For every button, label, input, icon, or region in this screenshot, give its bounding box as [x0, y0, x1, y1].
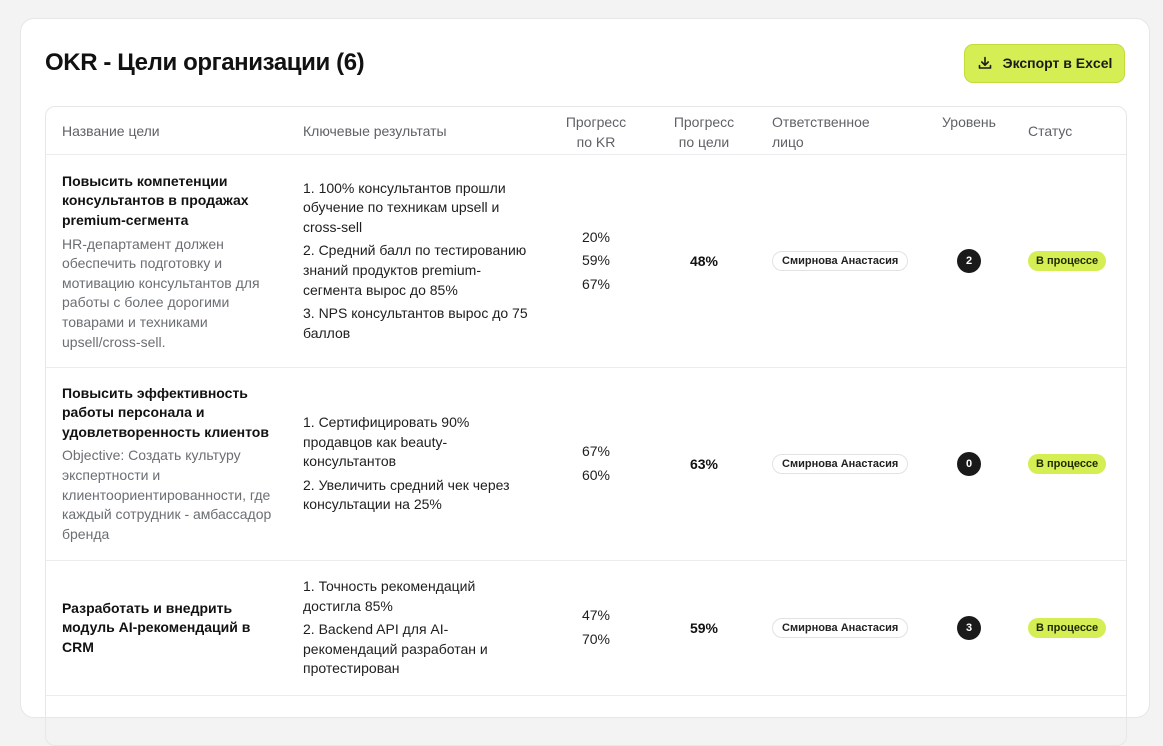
table-row[interactable]	[46, 561, 1126, 696]
level-cell	[931, 561, 1007, 695]
level-badge: 0	[957, 452, 981, 476]
owner-cell	[772, 561, 912, 695]
key-result-item: 2. Backend API для AI-рекомендаций разработан и протестирован	[303, 621, 488, 677]
goal-title: Повысить эффективность работы персонала и удовлетворенность клиентов	[62, 384, 269, 440]
header-owner-line2: лицо	[772, 134, 804, 150]
goal-progress-value: 59%	[689, 620, 719, 636]
goal-title: Разработать и внедрить модуль AI-рекомендаций в CRM	[62, 599, 251, 655]
header-kr-progress[interactable]	[551, 112, 641, 152]
kr-progress-value: 60%	[581, 467, 611, 483]
goal-cell	[62, 155, 282, 367]
owner-pill[interactable]: Смирнова Анастасия	[772, 618, 908, 638]
goal-cell	[62, 368, 282, 560]
kr-progress-cell	[551, 368, 641, 560]
goal-progress-cell	[659, 155, 749, 367]
key-result-item: 1. Точность рекомендаций достигла 85%	[303, 578, 476, 614]
kr-progress-cell	[551, 155, 641, 367]
header-goal-progress[interactable]	[659, 112, 749, 152]
header-goal-progress-line2: по цели	[678, 134, 730, 150]
table-row[interactable]	[46, 155, 1126, 368]
kr-progress-value: 70%	[581, 631, 611, 647]
header-goal[interactable]: Название цели	[62, 123, 160, 139]
header-key-results[interactable]: Ключевые результаты	[303, 123, 447, 139]
kr-progress-value: 67%	[581, 443, 611, 460]
key-result-item: 1. 100% консультантов прошли обучение по техникам upsell и cross-sell	[303, 179, 506, 235]
goal-description: Objective: Создать культуру экспертности и клиентоориентированности, где каждый сотрудник - амбассадор бренда	[62, 447, 272, 542]
header-goal-progress-line1: Прогресс	[673, 114, 735, 130]
header-status[interactable]: Статус	[1028, 123, 1073, 139]
key-result-item: 2. Увеличить средний чек через консультации на 25%	[303, 476, 510, 513]
goal-progress-cell	[659, 368, 749, 560]
key-result-item: 2. Средний балл по тестированию знаний продуктов premium-сегмента вырос до 85%	[303, 242, 527, 298]
kr-progress-value: 20%	[581, 228, 611, 245]
card-header	[45, 43, 1125, 83]
status-badge[interactable]: В процессе	[1028, 618, 1106, 638]
header-owner[interactable]	[772, 112, 912, 152]
kr-progress-value: 47%	[581, 607, 611, 624]
level-cell	[931, 155, 1007, 367]
goal-description: HR-департамент должен обеспечить подготовку и мотивацию консультантов для работы с более дорогими товарами и техниками upsell/cross-sell.	[62, 235, 260, 350]
goal-progress-cell	[659, 561, 749, 695]
kr-progress-value: 67%	[581, 275, 611, 292]
status-badge[interactable]: В процессе	[1028, 454, 1106, 474]
level-cell	[931, 368, 1007, 560]
goal-title: Повысить компетенции консультантов в продажах premium-сегмента	[62, 172, 249, 229]
page-title: OKR - Цели организации (6)	[45, 49, 365, 76]
owner-cell	[772, 368, 912, 560]
export-button-label: Экспорт в Excel	[1002, 55, 1113, 71]
status-cell	[1028, 561, 1118, 695]
owner-pill[interactable]: Смирнова Анастасия	[772, 251, 908, 271]
level-badge: 3	[957, 616, 981, 640]
key-result-item: 3. NPS консультантов вырос до 75 баллов	[303, 305, 528, 341]
goal-cell	[62, 561, 282, 695]
status-badge[interactable]: В процессе	[1028, 251, 1106, 271]
header-owner-line1: Ответственное	[772, 114, 870, 130]
kr-progress-value: 59%	[581, 252, 611, 269]
okr-table	[45, 106, 1127, 746]
owner-pill[interactable]: Смирнова Анастасия	[772, 454, 908, 474]
goal-progress-value: 48%	[689, 253, 719, 269]
header-level[interactable]: Уровень	[942, 114, 996, 130]
key-results-cell	[303, 368, 533, 560]
export-excel-button[interactable]	[964, 44, 1125, 83]
table-row[interactable]	[46, 368, 1126, 561]
level-badge: 2	[957, 249, 981, 273]
download-icon	[977, 55, 993, 71]
key-results-cell	[303, 561, 533, 695]
status-cell	[1028, 368, 1118, 560]
kr-progress-cell	[551, 561, 641, 695]
okr-card	[20, 18, 1150, 718]
status-cell	[1028, 155, 1118, 367]
header-kr-progress-line1: Прогресс	[565, 114, 627, 130]
key-result-item: 1. Сертифицировать 90% продавцов как beauty-консультантов	[303, 414, 470, 470]
key-results-cell	[303, 155, 533, 367]
table-header	[46, 107, 1126, 155]
header-kr-progress-line2: по KR	[576, 134, 616, 150]
goal-progress-value: 63%	[689, 456, 719, 472]
owner-cell	[772, 155, 912, 367]
